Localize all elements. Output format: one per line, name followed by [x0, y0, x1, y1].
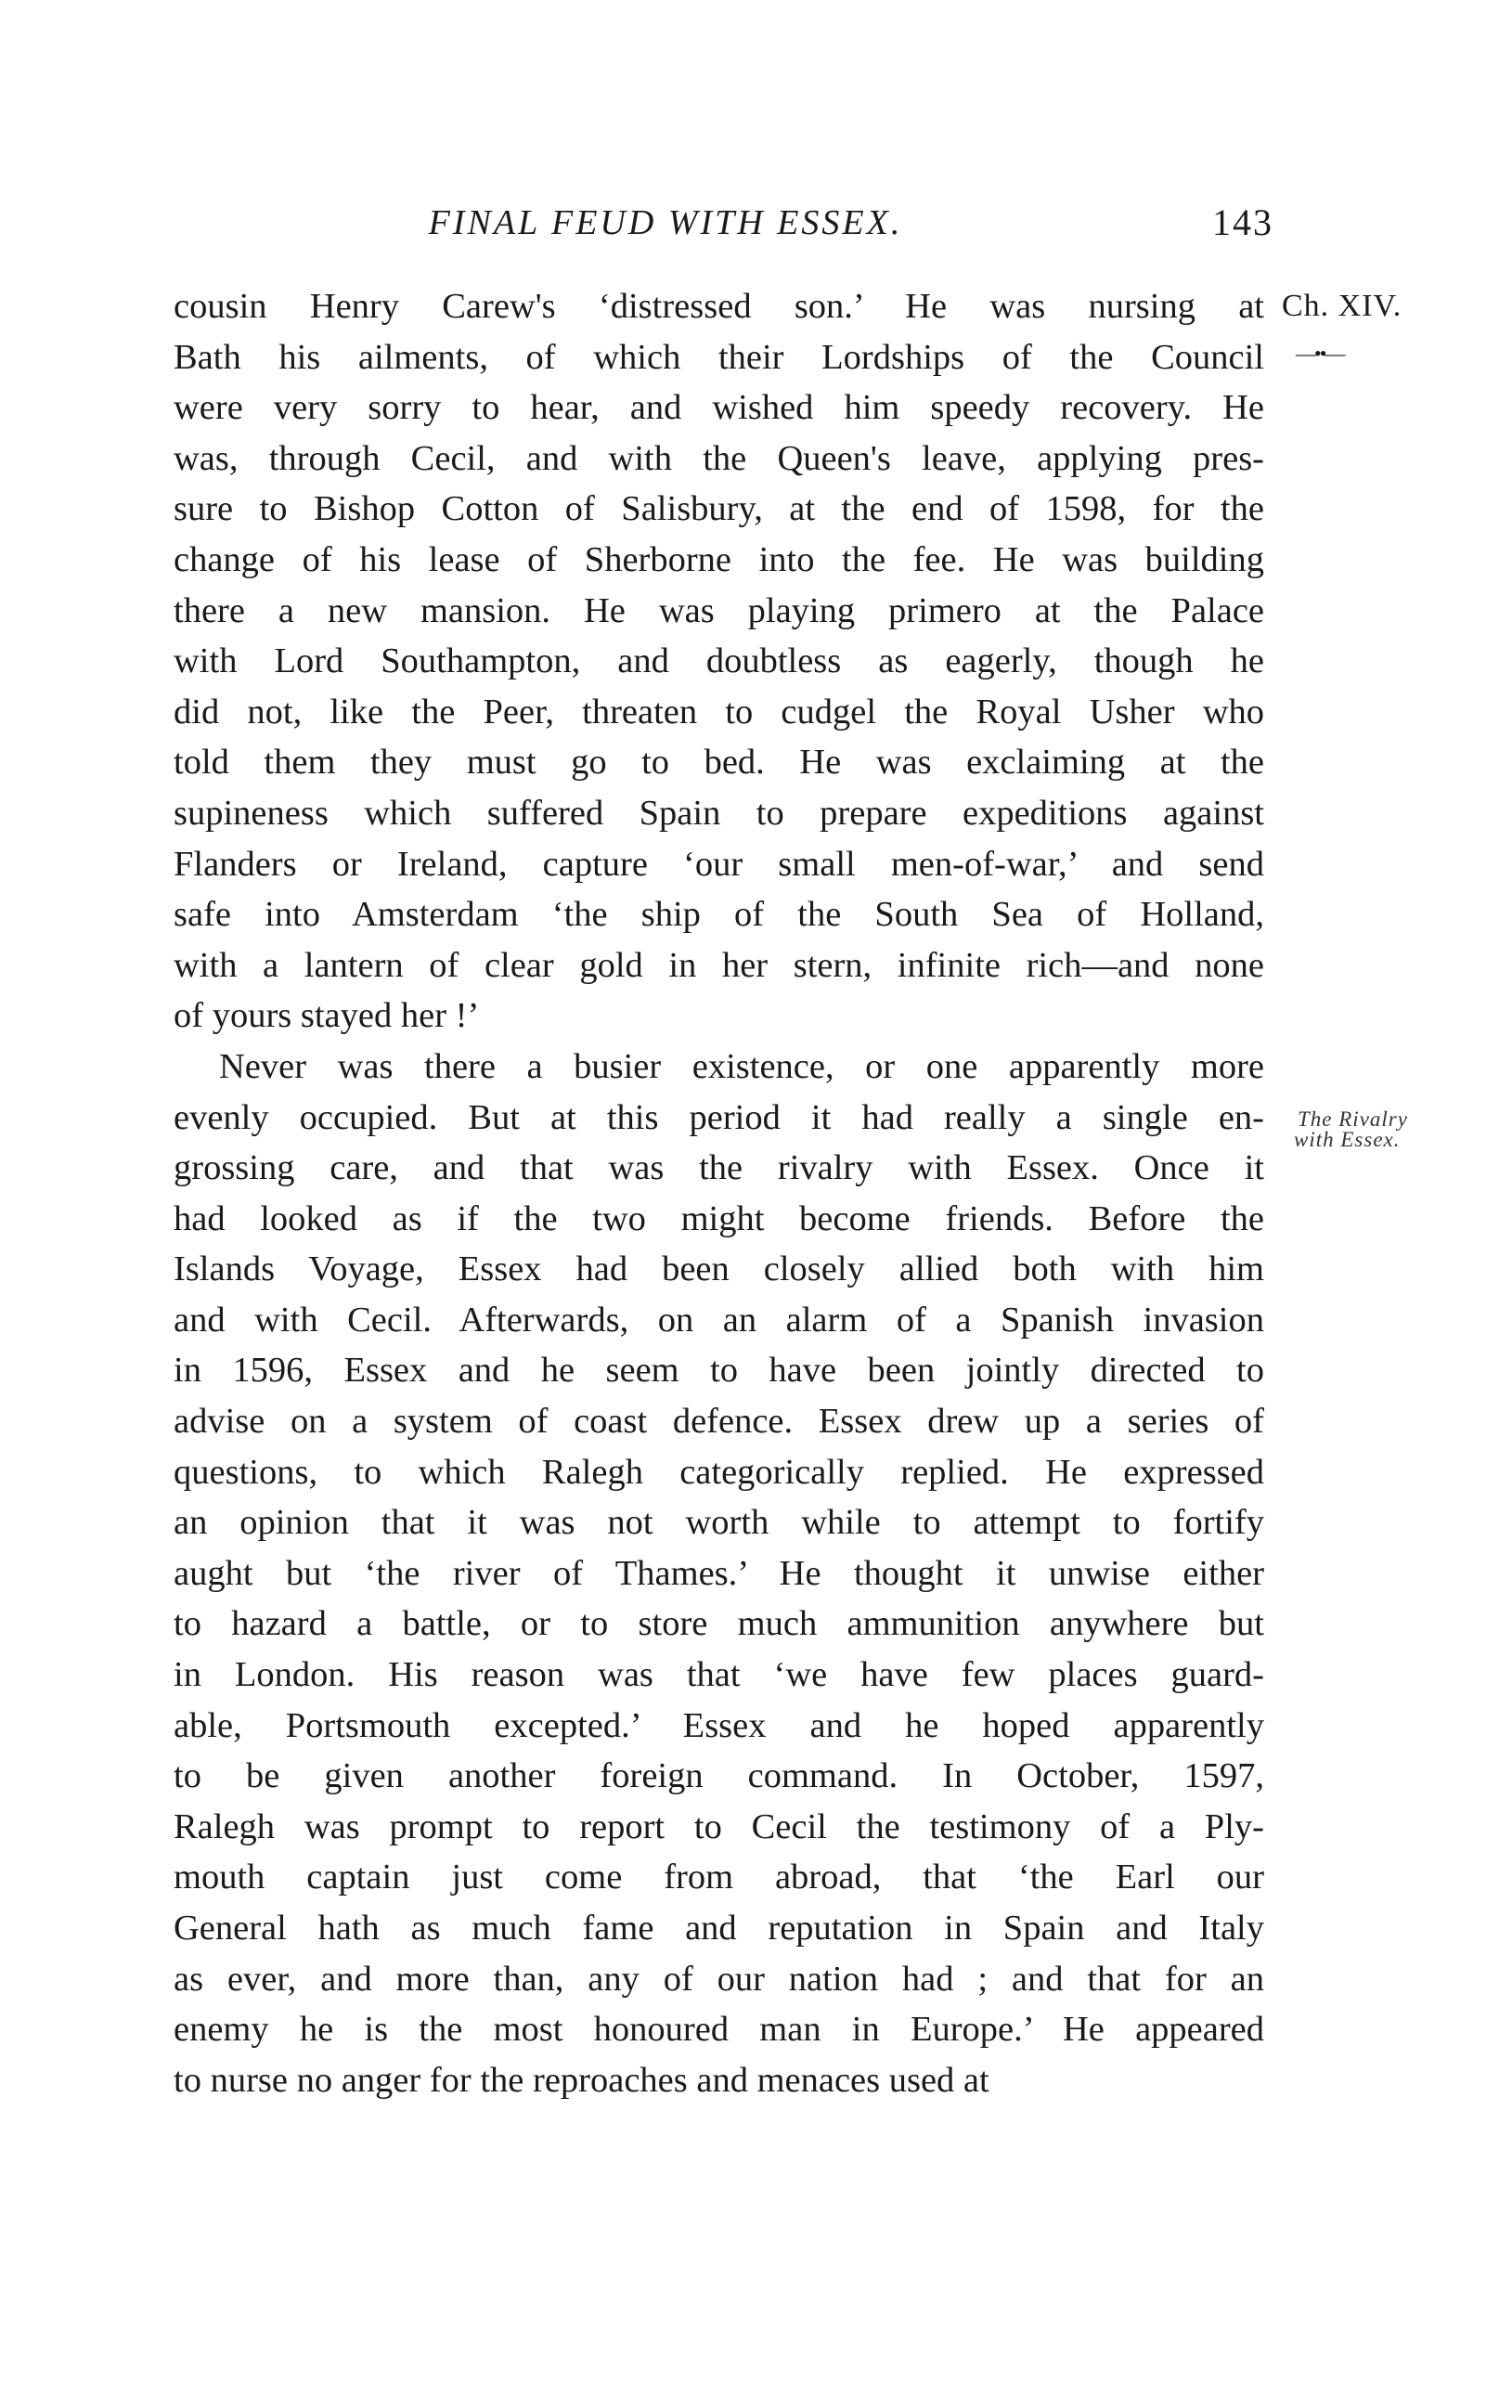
text-line: aught but ‘the river of Thames.’ He thought it unwise either — [174, 1553, 1264, 1593]
text-line: to nurse no anger for the reproaches and menaces used at — [174, 2060, 989, 2100]
text-line: questions, to which Ralegh categorically replied. He expressed — [174, 1452, 1264, 1492]
text-line: in 1596, Essex and he seem to have been jointly directed to — [174, 1351, 1264, 1391]
text-line: mouth captain just come from abroad, that ‘the Earl our — [174, 1858, 1264, 1897]
text-line: General hath as much fame and reputation in Spain and Italy — [174, 1909, 1264, 1948]
text-line: with Lord Southampton, and doubtless as eagerly, though he — [174, 641, 1264, 681]
text-line: Never was there a busier existence, or one apparently more — [219, 1046, 1264, 1086]
ornament: —••— — [1296, 342, 1344, 365]
text-line: change of his lease of Sherborne into the fee. He was building — [174, 539, 1264, 579]
sidenote — [1294, 1107, 1408, 1151]
text-line: there a new mansion. He was playing primero at the Palace — [174, 590, 1264, 630]
text-line: had looked as if the two might become friends. Before the — [174, 1198, 1264, 1238]
text-line: of yours stayed her !’ — [174, 996, 480, 1036]
text-line: sure to Bishop Cotton of Salisbury, at the end of 1598, for the — [174, 489, 1264, 529]
text-line: Flanders or Ireland, capture ‘our small men-of-war,’ and send — [174, 844, 1264, 884]
sidenote-line: with Essex. — [1294, 1128, 1401, 1151]
page-header — [174, 197, 1273, 252]
sidenote-line: The Rivalry — [1298, 1107, 1408, 1131]
text-line: to be given another foreign command. In October, 1597, — [174, 1756, 1264, 1796]
text-line: to hazard a battle, or to store much ammunition anywhere but — [174, 1604, 1264, 1644]
text-line: Islands Voyage, Essex had been closely allied both with him — [174, 1249, 1264, 1289]
text-line: as ever, and more than, any of our nation had ; and that for an — [174, 1959, 1264, 1999]
text-line: Ralegh was prompt to report to Cecil the testimony of a Ply- — [174, 1806, 1264, 1846]
text-line: an opinion that it was not worth while to attempt to fortify — [174, 1503, 1264, 1543]
text-line: safe into Amsterdam ‘the ship of the South Sea of Holland, — [174, 895, 1264, 935]
text-line: told them they must go to bed. He was exclaiming at the — [174, 743, 1264, 783]
text-line: in London. His reason was that ‘we have few places guard- — [174, 1655, 1264, 1695]
text-line: cousin Henry Carew's ‘distressed son.’ He was nursing at — [174, 287, 1264, 326]
text-line: evenly occupied. But at this period it had really a single en- — [174, 1097, 1264, 1137]
text-line: Bath his ailments, of which their Lordships of the Council — [174, 337, 1264, 377]
text-line: with a lantern of clear gold in her stern, infinite rich—and none — [174, 945, 1264, 985]
text-line: and with Cecil. Afterwards, on an alarm of a Spanish invasion — [174, 1300, 1264, 1340]
text-line: were very sorry to hear, and wished him speedy recovery. He — [174, 388, 1264, 428]
page-number: 143 — [1212, 201, 1273, 243]
chapter-marginal-label: Ch. XIV. — [1282, 289, 1402, 323]
running-title: FINAL FEUD WITH ESSEX. — [428, 203, 903, 242]
text-line: supineness which suffered Spain to prepare expeditions against — [174, 793, 1264, 833]
body-text — [174, 281, 1264, 2105]
text-line: was, through Cecil, and with the Queen's leave, applying pres- — [174, 438, 1264, 478]
text-line: enemy he is the most honoured man in Europe.’ He appeared — [174, 2010, 1264, 2050]
text-line: advise on a system of coast defence. Essex drew up a series of — [174, 1402, 1264, 1442]
text-line: able, Portsmouth excepted.’ Essex and he hoped apparently — [174, 1705, 1264, 1745]
text-line: did not, like the Peer, threaten to cudgel the Royal Usher who — [174, 692, 1264, 731]
text-line: grossing care, and that was the rivalry with Essex. Once it — [174, 1148, 1264, 1188]
